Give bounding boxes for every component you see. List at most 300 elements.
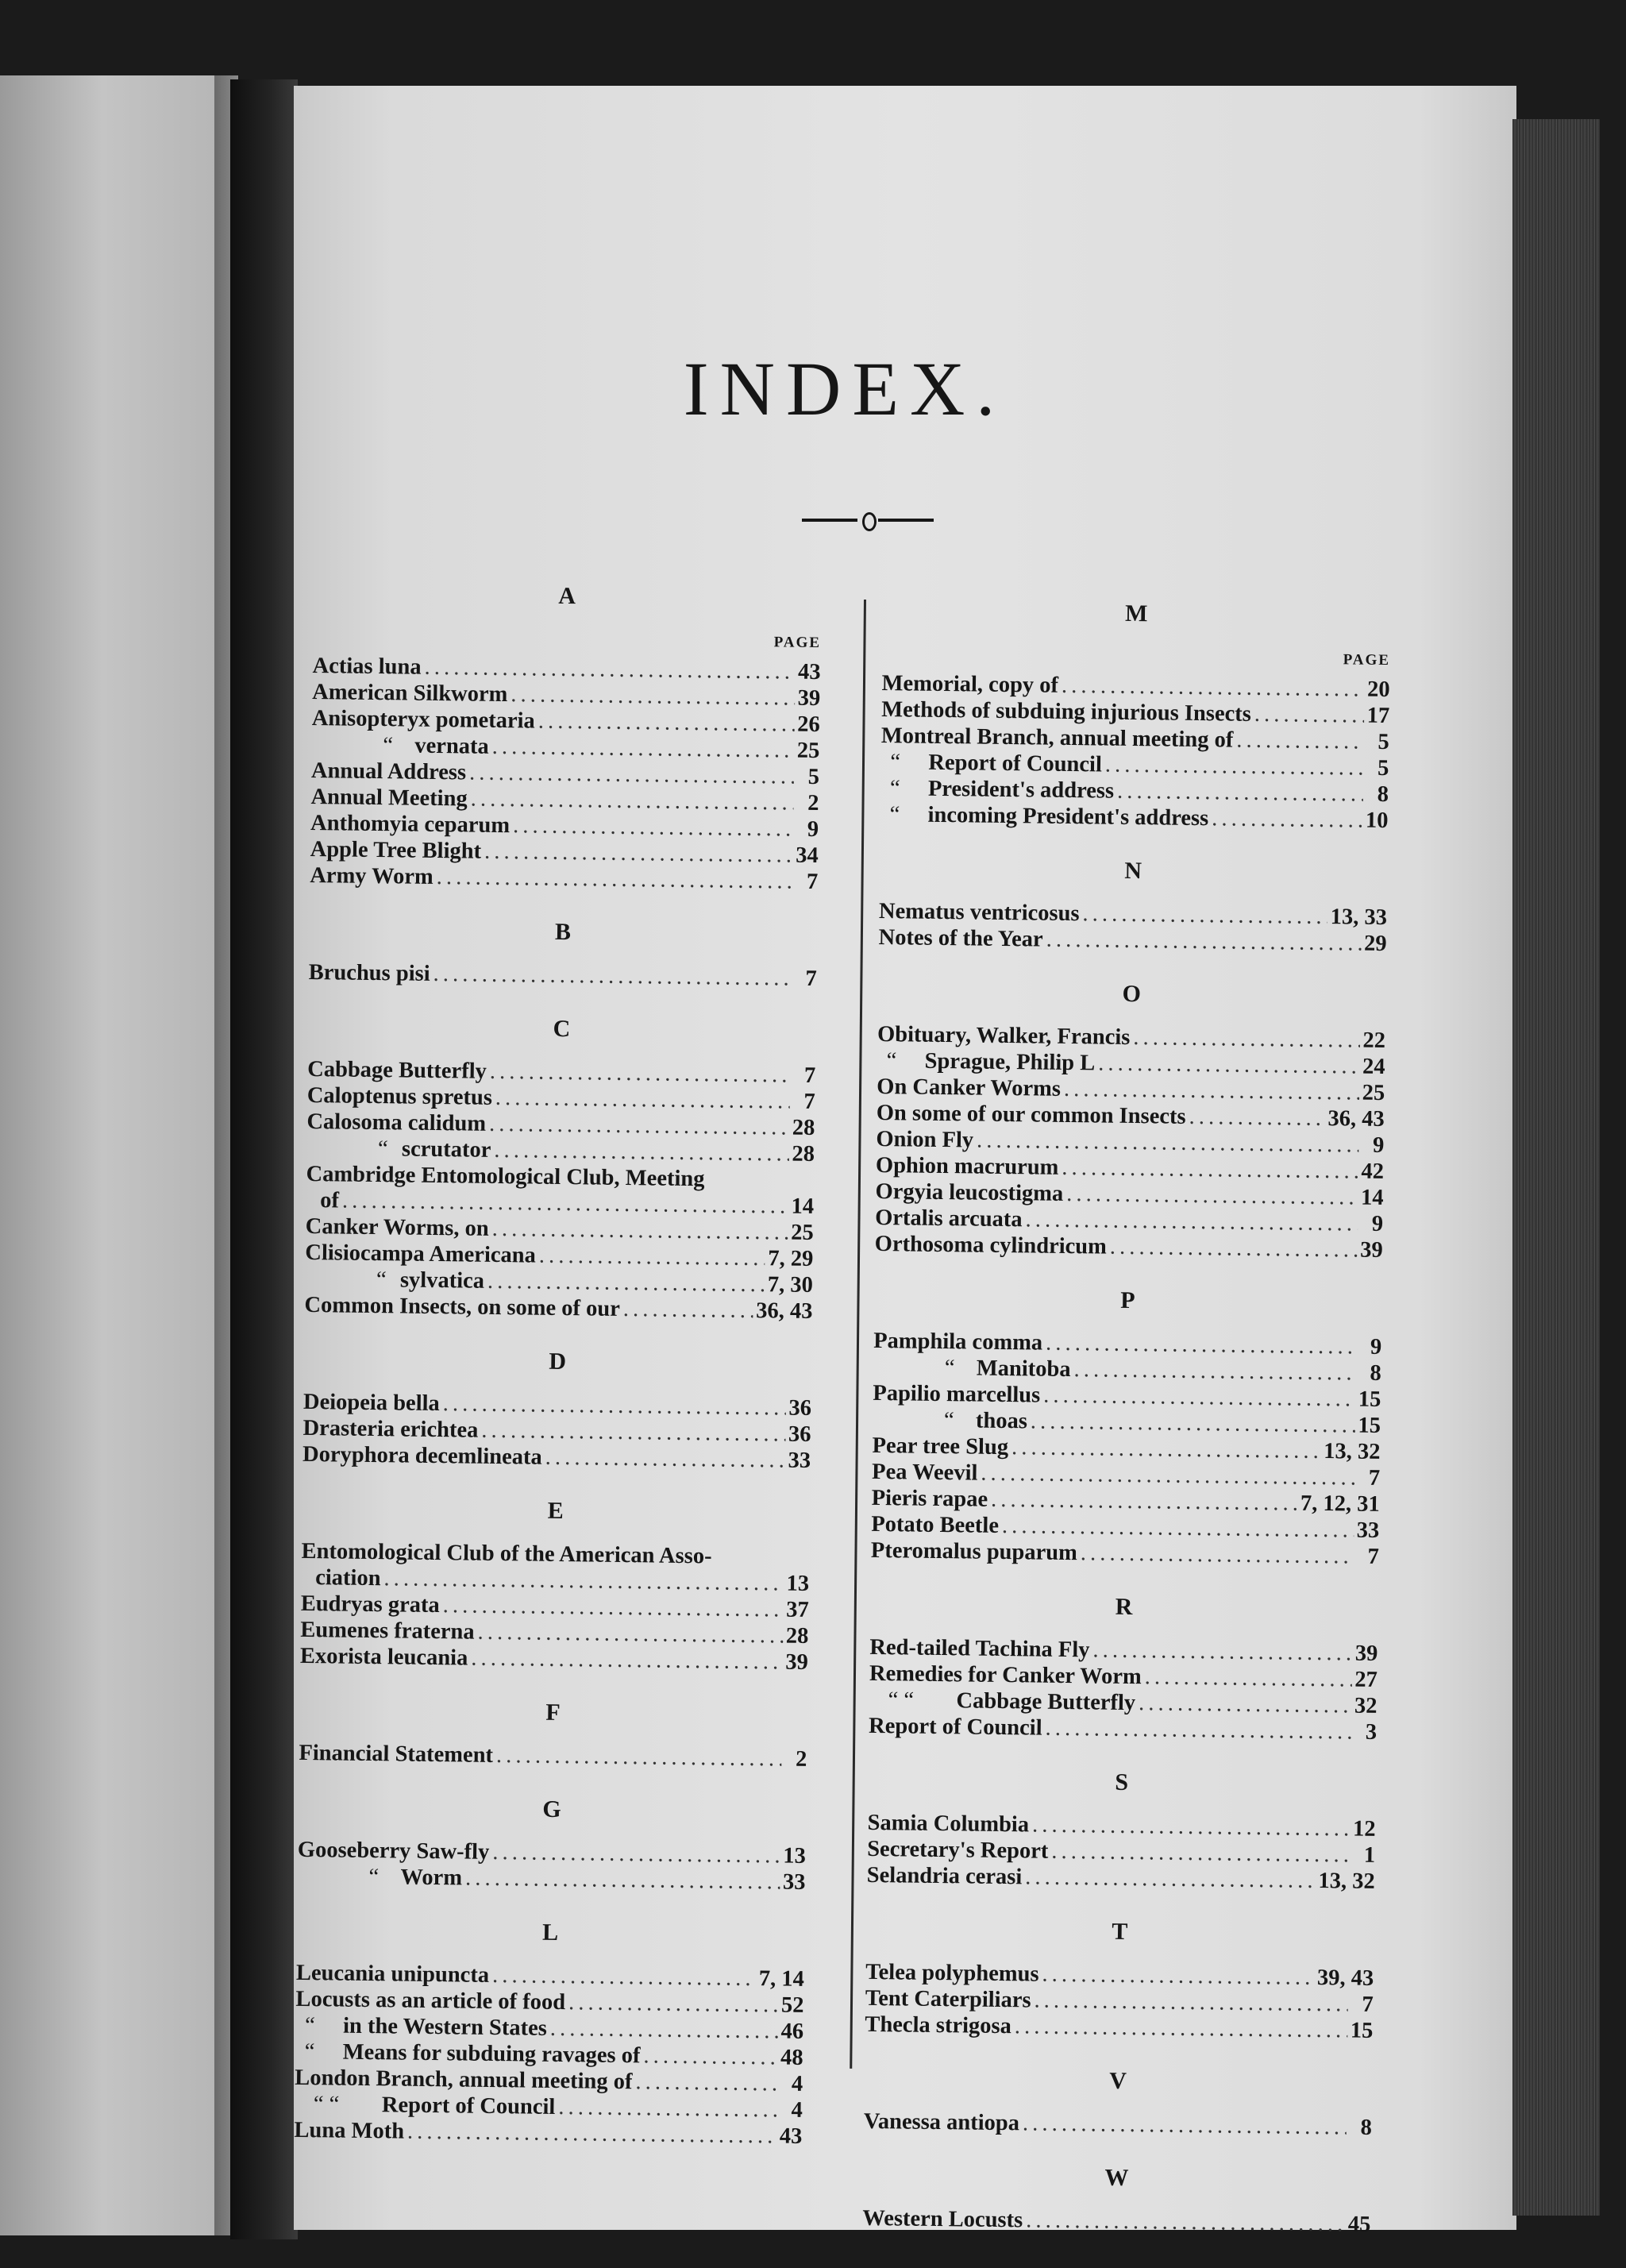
- entry-page-number: 9: [1372, 1132, 1385, 1158]
- entry-page-number: 7: [1368, 1465, 1381, 1491]
- entry-text: Annual Meeting: [310, 784, 468, 812]
- leader-dots: [550, 2015, 778, 2045]
- entry-page-number: 14: [1360, 1185, 1384, 1210]
- entry-term: [873, 1354, 1071, 1383]
- entry-term: [877, 1100, 1186, 1130]
- section-letter: C: [553, 1015, 572, 1043]
- entry-term: [306, 1187, 339, 1214]
- entry-text: Gooseberry Saw-fly: [297, 1837, 490, 1865]
- leader-dots: [492, 1962, 756, 1992]
- leader-dots: [481, 1418, 785, 1448]
- index-entry: [304, 1292, 812, 1325]
- entry-text: Pieris rapae: [871, 1485, 988, 1512]
- leader-dots: [477, 1619, 783, 1649]
- section-letter: P: [1120, 1286, 1136, 1314]
- index-entry: [299, 1740, 807, 1772]
- ditto-mark: “: [889, 802, 900, 827]
- entry-text: Report of Council: [928, 750, 1103, 777]
- entry-page-number: 13, 32: [1324, 1439, 1381, 1464]
- leader-dots: [545, 1444, 785, 1474]
- leader-dots: [991, 1487, 1297, 1517]
- section-letter: N: [1124, 857, 1143, 885]
- entry-page-number: 39: [785, 1649, 809, 1675]
- entry-text: Potato Beetle: [871, 1511, 1000, 1538]
- index-entry: [864, 2108, 1372, 2141]
- entry-text: Leucania unipuncta: [295, 1960, 490, 1988]
- entry-term: [303, 1389, 440, 1417]
- leader-dots: [1110, 1234, 1358, 1263]
- entry-page-number: 7: [805, 966, 817, 992]
- entry-term: [301, 1591, 440, 1618]
- section-letter: L: [541, 1919, 560, 1946]
- leader-dots: [407, 2119, 776, 2150]
- section-letter: B: [554, 918, 572, 946]
- entry-term: [880, 775, 1115, 804]
- entry-page-number: 13: [786, 1571, 810, 1596]
- leader-dots: [539, 1243, 765, 1272]
- entry-page-number: 52: [780, 1992, 804, 2018]
- entry-text: Entomological Club of the American Asso-: [301, 1538, 712, 1569]
- entry-text: American Silkworm: [312, 679, 508, 708]
- entry-text: Common Insects, on some of our: [304, 1292, 621, 1321]
- entry-text: Means for subduing ravages of: [342, 2039, 641, 2069]
- entry-text: Deiopeia bella: [302, 1389, 440, 1417]
- entry-page-number: 27: [1354, 1667, 1378, 1692]
- entry-term: [867, 1836, 1049, 1865]
- entry-term: [876, 1126, 973, 1154]
- ditto-mark: “: [304, 2039, 315, 2065]
- entry-term: [300, 1643, 468, 1672]
- entry-text: Locusts as an article of food: [295, 1986, 566, 2015]
- entry-page-number: 24: [1362, 1054, 1385, 1079]
- leader-dots: [433, 961, 792, 992]
- entry-text: Vanessa antiopa: [863, 2108, 1020, 2136]
- leader-dots: [1045, 1715, 1351, 1745]
- entry-text: Exorista leucania: [299, 1643, 468, 1671]
- entry-text: Montreal Branch, annual meeting of: [880, 723, 1234, 753]
- entry-term: [872, 1459, 978, 1487]
- entry-page-number: 28: [792, 1141, 815, 1167]
- entry-text: vernata: [414, 733, 489, 759]
- entry-term: [306, 1213, 489, 1242]
- entry-term: [881, 723, 1234, 754]
- entry-term: [302, 1415, 478, 1444]
- entry-page-number: 42: [1361, 1159, 1385, 1184]
- entry-text: Thecla strigosa: [865, 2011, 1012, 2039]
- section-letter: V: [1108, 2067, 1128, 2095]
- entry-page-number: 43: [779, 2123, 803, 2149]
- index-entry: [871, 1537, 1379, 1570]
- entry-text: Clisiocampa Americana: [305, 1240, 537, 1268]
- entry-term: [865, 1985, 1031, 2014]
- entry-text: Bruchus pisi: [308, 959, 430, 986]
- entry-term: [872, 1485, 988, 1513]
- ditto-mark: “ “: [888, 1688, 915, 1713]
- entry-page-number: 3: [1365, 1719, 1377, 1745]
- leader-dots: [469, 759, 794, 789]
- entry-term: [869, 1713, 1042, 1742]
- section-letter: W: [1104, 2164, 1130, 2192]
- entry-text: Caloptenus spretus: [306, 1082, 493, 1110]
- index-column-right: [862, 597, 1391, 2238]
- entry-term: [298, 1837, 490, 1865]
- section-letter: M: [1124, 600, 1149, 627]
- entry-term: [871, 1511, 999, 1539]
- leader-dots: [1046, 927, 1361, 957]
- entry-page-number: 7: [806, 869, 819, 895]
- entry-term: [310, 836, 482, 865]
- entry-text: Army Worm: [310, 862, 433, 889]
- entry-page-number: 28: [785, 1623, 809, 1649]
- entry-text: Nematus ventricosus: [878, 898, 1080, 927]
- entry-term: [307, 1082, 492, 1111]
- entry-term: [873, 1380, 1040, 1409]
- entry-page-number: 9: [1371, 1211, 1384, 1236]
- entry-text: Anthomyia ceparum: [310, 810, 511, 839]
- leader-dots: [443, 1390, 786, 1421]
- leader-dots: [1236, 727, 1364, 755]
- entry-page-number: 39: [1354, 1641, 1378, 1666]
- entry-term: [865, 1959, 1039, 1988]
- leader-dots: [1011, 1434, 1321, 1464]
- entry-page-number: 46: [780, 2019, 804, 2044]
- leader-dots: [1051, 1838, 1350, 1869]
- entry-term: [296, 1960, 490, 1988]
- entry-term: [880, 801, 1208, 831]
- leader-dots: [1117, 778, 1363, 808]
- leader-dots: [558, 2094, 777, 2123]
- leader-dots: [643, 2042, 777, 2070]
- entry-term: [297, 1863, 462, 1892]
- entry-term: [876, 1152, 1059, 1181]
- entry-page-number: 36, 43: [756, 1298, 813, 1324]
- entry-page-number: 39, 43: [1316, 1965, 1374, 1991]
- index-entry: [297, 1863, 805, 1896]
- entry-text: in the Western States: [342, 2013, 548, 2041]
- entry-text: Pamphila comma: [873, 1328, 1043, 1356]
- entry-term: [312, 705, 535, 735]
- leader-dots: [492, 1839, 780, 1869]
- entry-term: [295, 1986, 565, 2015]
- entry-text: President's address: [927, 776, 1115, 804]
- entry-page-number: 25: [791, 1220, 814, 1245]
- entry-text: On some of our common Insects: [876, 1100, 1186, 1129]
- ditto-mark: “: [383, 733, 394, 758]
- entry-page-number: 5: [1377, 755, 1389, 781]
- entry-term: [878, 924, 1042, 953]
- leader-dots: [1254, 701, 1364, 729]
- entry-text: Papilio marcellus: [873, 1380, 1041, 1408]
- entry-text: incoming President's address: [927, 802, 1209, 831]
- leader-dots: [1062, 1155, 1358, 1185]
- leader-dots: [1026, 2207, 1345, 2237]
- leader-dots: [1066, 1181, 1358, 1211]
- entry-page-number: 48: [780, 2045, 803, 2070]
- entry-text: of: [319, 1188, 340, 1213]
- leader-dots: [471, 1645, 783, 1676]
- entry-text: Pteromalus puparum: [870, 1537, 1078, 1566]
- entry-term: [312, 679, 508, 708]
- leader-dots: [1139, 1690, 1351, 1718]
- section-letter: T: [1112, 1918, 1129, 1946]
- entry-page-number: 13, 33: [1330, 904, 1388, 931]
- entry-text: Secretary's Report: [866, 1836, 1049, 1864]
- leader-dots: [635, 2069, 777, 2096]
- index-entry: [309, 959, 817, 992]
- index-entry: [300, 1643, 808, 1676]
- entry-term: [865, 2011, 1011, 2039]
- section-letter: G: [542, 1796, 562, 1823]
- leader-dots: [1025, 1864, 1316, 1894]
- leader-dots: [538, 708, 795, 738]
- entry-page-number: 36, 43: [1327, 1106, 1385, 1132]
- entry-term: [309, 959, 430, 987]
- ditto-mark: “ “: [313, 2092, 340, 2117]
- index-column-left: [294, 580, 822, 2150]
- leader-dots: [492, 734, 794, 764]
- entry-text: Apple Tree Blight: [310, 836, 482, 864]
- leader-dots: [1062, 673, 1364, 703]
- leader-dots: [443, 1592, 784, 1622]
- entry-text: Orgyia leucostigma: [875, 1178, 1064, 1206]
- entry-text: Ophion macrurum: [875, 1152, 1059, 1180]
- entry-term: [873, 1406, 1027, 1434]
- entry-page-number: 9: [807, 816, 819, 843]
- entry-text: Methods of subduing injurious Insects: [881, 696, 1252, 727]
- entry-page-number: 33: [782, 1869, 806, 1895]
- entry-text: Onion Fly: [876, 1126, 974, 1153]
- leader-dots: [1064, 1076, 1359, 1106]
- leader-dots: [1025, 1206, 1358, 1236]
- entry-page-number: 36: [788, 1395, 812, 1421]
- entry-text: thoas: [975, 1408, 1028, 1434]
- entry-text: scrutator: [401, 1136, 491, 1163]
- leader-dots: [470, 786, 793, 816]
- entry-page-number: 8: [1370, 1360, 1381, 1386]
- entry-text: Ortalis arcuata: [874, 1205, 1023, 1232]
- leader-dots: [1046, 1330, 1356, 1360]
- entry-text: Notes of the Year: [878, 924, 1043, 952]
- entry-term: [301, 1564, 381, 1591]
- entry-page-number: 14: [791, 1194, 815, 1219]
- leader-dots: [1042, 1961, 1314, 1991]
- entry-page-number: 9: [1370, 1334, 1382, 1360]
- entry-term: [311, 731, 489, 760]
- entry-page-number: 39: [797, 685, 821, 712]
- leader-dots: [1098, 1050, 1359, 1079]
- entry-text: Obituary, Walker, Francis: [877, 1021, 1131, 1050]
- entry-page-number: 7: [803, 1063, 816, 1088]
- entry-text: Selandria cerasi: [866, 1862, 1023, 1890]
- leader-dots: [1092, 1637, 1352, 1666]
- entry-page-number: 29: [1363, 931, 1387, 957]
- entry-term: [871, 1537, 1077, 1566]
- entry-page-number: 32: [1354, 1693, 1377, 1718]
- entry-term: [295, 2012, 547, 2042]
- index-entry: [869, 1713, 1377, 1745]
- entry-text: Luna Moth: [294, 2117, 405, 2144]
- entry-page-number: 8: [1377, 781, 1389, 808]
- entry-term: [310, 784, 468, 812]
- entry-page-number: 37: [786, 1597, 809, 1622]
- index-entry: [865, 2011, 1373, 2044]
- entry-page-number: 13, 32: [1318, 1869, 1375, 1894]
- entry-term: [305, 1240, 536, 1269]
- entry-text: Anisopteryx pometaria: [311, 705, 535, 734]
- leader-dots: [484, 839, 793, 869]
- entry-text: Financial Statement: [299, 1740, 494, 1768]
- leader-dots: [495, 1085, 790, 1115]
- ditto-mark: “: [889, 776, 900, 801]
- entry-page-number: 5: [1377, 729, 1389, 755]
- page-column-label: PAGE: [1343, 651, 1391, 669]
- entry-text: Pea Weevil: [871, 1459, 978, 1486]
- entry-term: [295, 2038, 641, 2069]
- entry-page-number: 45: [1347, 2212, 1371, 2237]
- entry-term: [307, 1056, 487, 1085]
- leader-dots: [511, 681, 795, 711]
- entry-page-number: 20: [1366, 677, 1390, 703]
- entry-text: Sprague, Philip L: [924, 1048, 1096, 1076]
- entry-page-number: 36: [788, 1421, 811, 1447]
- entry-text: Calosoma calidum: [306, 1109, 487, 1136]
- section-letter: D: [549, 1348, 568, 1375]
- entry-term: [867, 1810, 1029, 1838]
- leader-dots: [623, 1296, 753, 1324]
- leader-dots: [494, 1137, 789, 1167]
- leader-dots: [1189, 1104, 1324, 1132]
- entry-text: Memorial, copy of: [881, 670, 1059, 698]
- section-letter: S: [1115, 1768, 1130, 1796]
- leader-dots: [513, 812, 793, 842]
- leader-dots: [1144, 1664, 1351, 1692]
- entry-page-number: 15: [1350, 2018, 1374, 2043]
- entry-page-number: 26: [797, 712, 820, 738]
- entry-term: [875, 1231, 1108, 1260]
- title-ornament: [802, 508, 937, 532]
- entry-page-number: 7, 30: [767, 1272, 814, 1298]
- entry-page-number: 4: [791, 2097, 803, 2123]
- entry-page-number: 7: [803, 1089, 815, 1114]
- entry-term: [294, 2117, 404, 2145]
- ditto-mark: “: [377, 1136, 388, 1162]
- entry-text: Red-tailed Tachina Fly: [869, 1634, 1090, 1663]
- entry-page-number: 34: [795, 843, 819, 869]
- ditto-mark: “: [376, 1267, 387, 1293]
- entry-text: Pear tree Slug: [872, 1433, 1009, 1460]
- entry-term: [881, 670, 1058, 699]
- leader-dots: [487, 1268, 765, 1298]
- entry-text: Telea polyphemus: [865, 1959, 1039, 1987]
- entry-page-number: 43: [797, 659, 821, 685]
- entry-page-number: 10: [1365, 808, 1389, 834]
- entry-text: On Canker Worms: [877, 1074, 1062, 1101]
- entry-text: Tent Caterpiliars: [865, 1985, 1031, 2013]
- entry-page-number: 8: [1360, 2115, 1373, 2140]
- leader-dots: [1015, 2013, 1347, 2043]
- entry-page-number: 7, 29: [768, 1246, 814, 1271]
- ditto-mark: “: [943, 1408, 954, 1433]
- entry-term: [875, 1178, 1063, 1207]
- ditto-mark: “: [368, 1865, 380, 1890]
- entry-page-number: 15: [1358, 1387, 1381, 1412]
- leader-dots: [1133, 1024, 1360, 1054]
- leader-dots: [465, 1865, 780, 1896]
- entry-text: Cambridge Entomological Club, Meeting: [306, 1161, 705, 1192]
- ditto-mark: “: [944, 1356, 955, 1381]
- index-entry: [875, 1231, 1383, 1263]
- index-entry: [862, 2205, 1370, 2238]
- entry-text: Orthosoma cylindricum: [874, 1231, 1108, 1259]
- entry-text: Report of Council: [381, 2092, 556, 2120]
- ditto-mark: “: [890, 750, 901, 775]
- section-letter: O: [1122, 980, 1142, 1008]
- section-letter: R: [1115, 1593, 1134, 1621]
- leader-dots: [1034, 1988, 1348, 2018]
- entry-term: [310, 810, 510, 839]
- entry-page-number: 5: [807, 764, 820, 790]
- page-column-label: PAGE: [773, 634, 822, 652]
- entry-page-number: 15: [1358, 1413, 1381, 1438]
- entry-term: [299, 1740, 493, 1768]
- page-edges: [1512, 119, 1600, 2216]
- entry-text: Eumenes fraterna: [300, 1617, 475, 1645]
- entry-page-number: 25: [796, 738, 820, 764]
- entry-term: [869, 1687, 1135, 1716]
- ditto-mark: “: [886, 1048, 897, 1074]
- leader-dots: [437, 864, 793, 895]
- ditto-mark: “: [304, 2013, 315, 2038]
- entry-text: Actias luna: [312, 653, 422, 680]
- entry-page-number: 7, 14: [758, 1966, 805, 1992]
- entry-text: London Branch, annual meeting of: [295, 2065, 633, 2095]
- entry-term: [875, 1205, 1023, 1232]
- entry-term: [306, 1161, 704, 1192]
- entry-text: Cabbage Butterfly: [307, 1056, 487, 1084]
- entry-text: ciation: [315, 1565, 381, 1591]
- entry-page-number: 2: [795, 1746, 807, 1772]
- leader-dots: [489, 1111, 789, 1141]
- entry-text: Drasteria erichtea: [302, 1415, 479, 1443]
- entry-term: [864, 2108, 1020, 2136]
- entry-page-number: 39: [1360, 1237, 1383, 1263]
- index-entry: [867, 1862, 1375, 1895]
- leader-dots: [1081, 1540, 1354, 1569]
- entry-term: [877, 1074, 1061, 1102]
- entry-term: [872, 1433, 1008, 1460]
- entry-term: [306, 1135, 491, 1163]
- entry-text: Worm: [400, 1865, 463, 1891]
- entry-term: [867, 1862, 1023, 1890]
- entry-text: Annual Address: [310, 758, 467, 785]
- entry-term: [873, 1328, 1042, 1356]
- entry-term: [302, 1441, 542, 1471]
- entry-page-number: 25: [1362, 1080, 1385, 1105]
- entry-page-number: 4: [791, 2071, 803, 2096]
- entry-text: sylvatica: [399, 1267, 485, 1294]
- section-letter: F: [545, 1699, 561, 1726]
- entry-page-number: 1: [1363, 1842, 1376, 1868]
- entry-page-number: 17: [1366, 703, 1390, 729]
- page-title: INDEX.: [683, 346, 1007, 432]
- leader-dots: [1043, 1383, 1355, 1413]
- entry-page-number: 33: [788, 1448, 811, 1473]
- entry-text: Eudryas grata: [300, 1591, 440, 1618]
- entry-text: Cabbage Butterfly: [956, 1688, 1136, 1716]
- leader-dots: [1031, 1408, 1355, 1438]
- entry-term: [869, 1634, 1090, 1663]
- leader-dots: [1023, 2110, 1347, 2140]
